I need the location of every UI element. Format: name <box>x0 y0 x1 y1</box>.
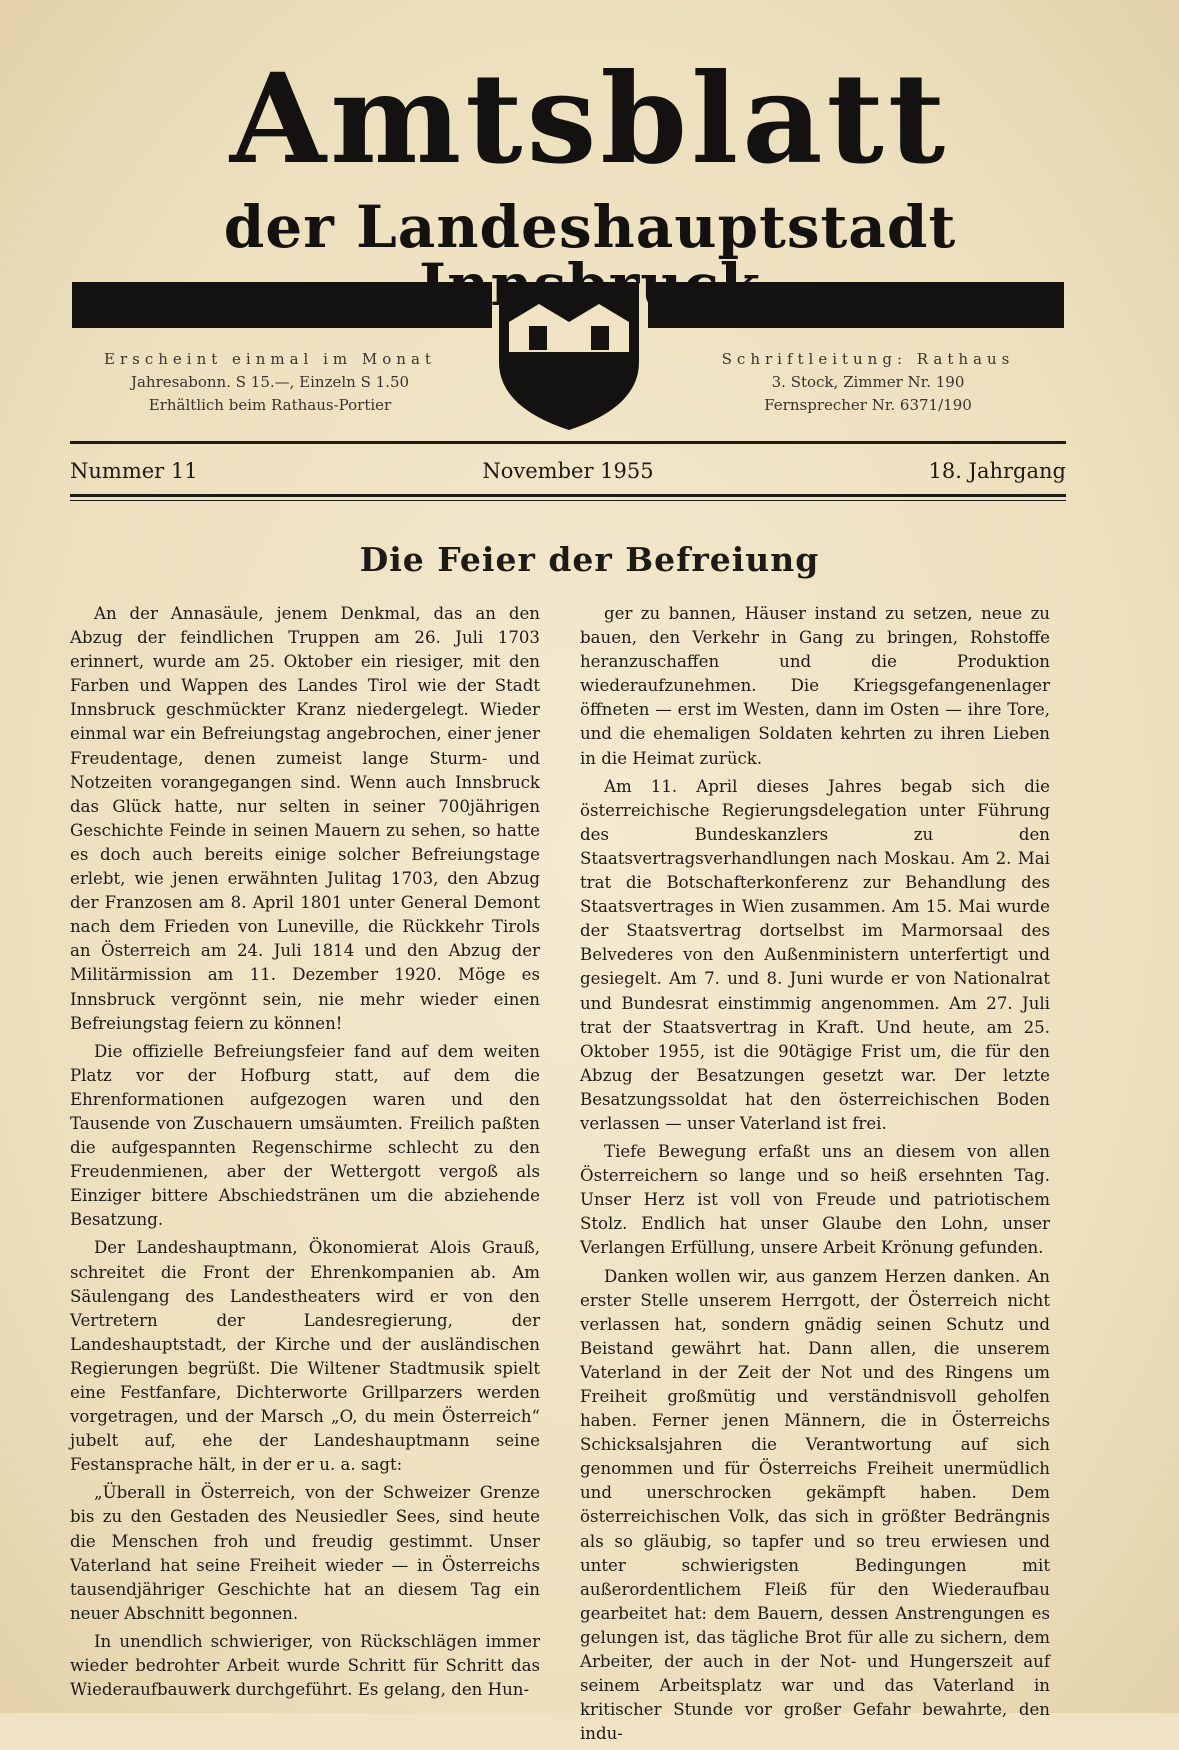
paragraph: Am 11. April dieses Jahres begab sich die österreichische Regierungsdelegation unter Führung des Bundeskanzlers zu den Staatsvertragsverhandlungen nach Moskau. Am 2. Mai trat die Botschafterkonferenz zur Behandlung des Staatsvertrages in Wien zusammen. Am 15. Mai wurde der Staatsvertrag dortselbst im Marmorsaal des Belvederes von den Außenministern unterfertigt und gesiegelt. Am 7. und 8. Juni wurde er von Nationalrat und Bundesrat einstimmig angenommen. Am 27. Juli trat der Staatsvertrag in Kraft. Und heute, am 25. Oktober 1955, ist die 90tägige Frist um, die für den Abzug der Besatzungen gesetzt war. Der letzte Besatzungssoldat hat den österreichischen Boden verlassen — unser Vaterland ist frei. <box>580 776 1050 1133</box>
info-editorial-office: Schriftleitung: Rathaus <box>721 350 1015 368</box>
paragraph: In unendlich schwieriger, von Rückschlägen immer wieder bedrohter Arbeit wurde Schritt für Schritt das Wiederaufbauwerk durchgeführt. Es gelang, den Hun- <box>70 1631 540 1700</box>
info-phone: Fernsprecher Nr. 6371/190 <box>764 396 972 414</box>
article-column-left <box>70 602 540 1706</box>
paragraph: An der Annasäule, jenem Denkmal, das an den Abzug der feindlichen Truppen am 26. Juli 1703 erinnert, wurde am 25. Oktober ein riesiger, mit den Farben und Wappen des Landes Tirol wie der Stadt Innsbruck geschmückter Kranz niedergelegt. Wieder einmal war ein Befreiungstag angebrochen, einer jener Freudentage, denen zumeist lange Sturm- und Notzeiten vorangegangen sind. Wenn auch Innsbruck das Glück hatte, nur selten in seiner 700jährigen Geschichte Feinde in seinen Mauern zu sehen, so hatte es doch auch bereits einige solcher Befreiungstage erlebt, wie jenen erwähnten Julitag 1703, den Abzug der Franzosen am 8. April 1801 unter General Demont nach dem Frieden von Luneville, die Rückkehr Tirols an Österreich am 24. Juli 1814 und den Abzug der Militärmission am 11. Dezember 1920. Möge es Innsbruck vergönnt sein, nie mehr wieder einen Befreiungstag feiern zu können! <box>70 604 540 1033</box>
divider-bottom <box>70 494 1066 497</box>
divider-top <box>70 441 1066 444</box>
article-headline: Die Feier der Befreiung <box>359 540 820 579</box>
issue-number: Nummer 11 <box>70 459 198 483</box>
paragraph: Tiefe Bewegung erfaßt uns an diesem von allen Österreichern so lange und so heiß ersehnten Tag. Unser Herz ist voll von Freude und patriotischem Stolz. Endlich hat unser Glaube den Lohn, unser Verlangen Erfüllung, unsere Arbeit Krönung gefunden. <box>580 1142 1050 1258</box>
masthead-bar-right <box>648 282 1064 328</box>
article-column-right <box>580 602 1050 1750</box>
paragraph: Die offizielle Befreiungsfeier fand auf dem weiten Platz vor der Hofburg statt, auf dem die Ehrenformationen aufgezogen waren und den Tausende von Zuschauern umsäumten. Freilich paßten die aufgespannten Regenschirme schlecht zu den Freudenmienen, aber der Wettergott vergoß als Einziger bittere Abschiedstränen um die abziehende Besatzung. <box>70 1041 540 1230</box>
issue-date: November 1955 <box>482 459 654 483</box>
info-frequency: Erscheint einmal im Monat <box>104 350 436 368</box>
info-price: Jahresabonn. S 15.—, Einzeln S 1.50 <box>130 373 410 391</box>
divider-bottom-thin <box>70 500 1066 501</box>
paragraph: Der Landeshauptmann, Ökonomierat Alois Grauß, schreitet die Front der Ehrenkompanien ab. Am Säulengang des Landestheaters wird er von den Vertretern der Landesregierung, der Landeshauptstadt, der Kirche und der ausländischen Regierungen begrüßt. Die Wiltener Stadtmusik spielt eine Festfanfare, Dichterworte Grillparzers werden vorgetragen, und der Marsch „O, du mein Österreich“ jubelt auf, ehe der Landeshauptmann seine Festansprache hält, in der er u. a. sagt: <box>70 1238 540 1475</box>
city-crest-icon <box>499 282 639 432</box>
paragraph: ger zu bannen, Häuser instand zu setzen, neue zu bauen, den Verkehr in Gang zu bringen, Rohstoffe heranzuschaffen und die Produktion wiederaufzunehmen. Die Kriegsgefangenenlager öffneten — erst im Westen, dann im Osten — ihre Tore, und die ehemaligen Soldaten kehrten zu ihren Lieben in die Heimat zurück. <box>580 604 1050 768</box>
issue-row <box>70 455 1066 487</box>
masthead-bar-left <box>72 282 492 328</box>
masthead-subtitle: der Landeshauptstadt <box>223 193 957 261</box>
paragraph: „Überall in Österreich, von der Schweizer Grenze bis zu den Gestaden des Neusiedler Sees, sind heute die Menschen froh und freudig gestimmt. Unser Vaterland hat seine Freiheit wieder — in Österreichs tausendjähriger Geschichte hat an diesem Tag ein neuer Abschnitt begonnen. <box>70 1483 540 1623</box>
info-room: 3. Stock, Zimmer Nr. 190 <box>771 373 965 391</box>
issue-year: 18. Jahrgang <box>928 459 1066 483</box>
subscription-info <box>70 348 470 417</box>
paragraph: Danken wollen wir, aus ganzem Herzen danken. An erster Stelle unserem Herrgott, der Österreich nicht verlassen hat, sondern gnädig seinen Schutz und Beistand gewährt hat. Dann allen, die unserem Vaterland in der Zeit der Not und des Ringens um Freiheit großmütig und verständnisvoll geholfen haben. Ferner jenen Männern, die in Österreichs Schicksalsjahren die Verantwortung auf sich genommen und für Österreichs Freiheit unermüdlich und unerschrocken gekämpft haben. Dem österreichischen Volk, das sich in größter Bedrängnis als so gläubig, so tapfer und so treu erwiesen und unter schwierigsten Bedingungen mit außerordentlichem Fleiß für den Wiederaufbau gearbeitet hat: dem Bauern, dessen Anstrengungen es gelungen ist, das tägliche Brot für alle zu sichern, dem Arbeiter, der auch in der Not- und Hungerszeit auf seinem Arbeitsplatz war und das Vaterland in kritischer Stunde vor großer Gefahr bewahrte, den indu- <box>580 1266 1050 1744</box>
info-availability: Erhältlich beim Rathaus-Portier <box>148 396 392 414</box>
masthead-title: Amtsblatt <box>229 47 950 192</box>
editorial-info <box>668 348 1068 417</box>
